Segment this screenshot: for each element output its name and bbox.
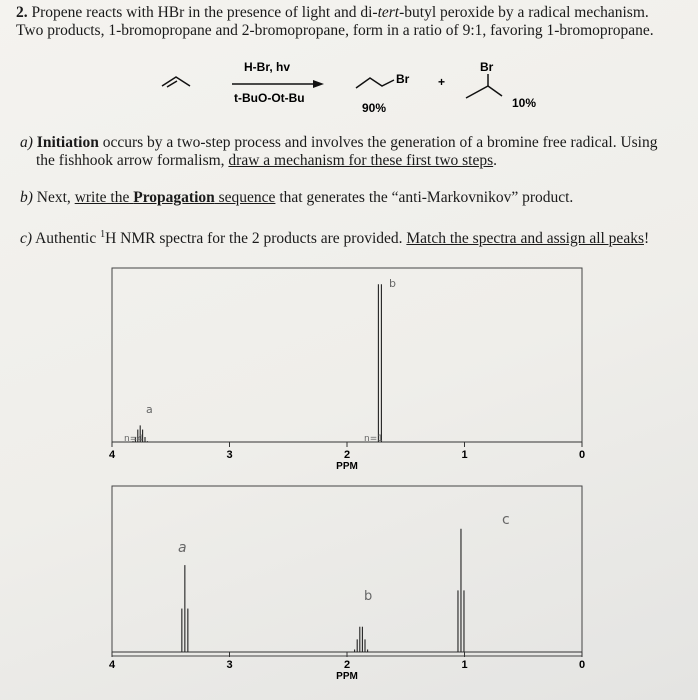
- spectrum-2-annotation-a: a: [178, 540, 187, 556]
- question-line1-a: Propene reacts with HBr in the presence of light and di-: [31, 4, 378, 21]
- part-c-text2: H NMR spectra for the 2 products are provided.: [105, 230, 407, 248]
- spectrum-2-annotation-c: c: [502, 512, 510, 528]
- spectrum-1-tick-label: 0: [578, 449, 586, 461]
- question-line1-italic: tert: [377, 4, 400, 21]
- spectrum-2-tick-label: 4: [108, 659, 116, 671]
- part-b-text2: that generates the “anti-Markovnikov” product.: [275, 189, 574, 206]
- part-a-underlined: draw a mechanism for these first two steps: [228, 152, 494, 169]
- yield-1: 90%: [362, 101, 387, 115]
- part-a: a) Initiation occurs by a two-step process and involves the generation of a bromine free radical. Using the fishhook arrow formalism, draw a mechanism for these first two steps.: [20, 134, 658, 169]
- part-b-text1: Next,: [36, 189, 75, 206]
- part-a-bold: Initiation: [36, 134, 99, 151]
- spectrum-1-annotation-n4: n=4: [124, 434, 143, 444]
- spectrum-2-tick-label: 1: [461, 659, 468, 671]
- question-number: 2.: [16, 4, 28, 21]
- spectrum-1-tick-label: 2: [343, 449, 351, 461]
- plus-sign: +: [438, 75, 446, 89]
- yield-2: 10%: [512, 96, 537, 110]
- part-c-underlined: Match the spectra and assign all peaks: [406, 230, 644, 248]
- reagent-bottom: t-BuO-Ot-Bu: [234, 91, 305, 105]
- spectrum-2-tick-label: 2: [343, 659, 351, 671]
- product2-br-label: Br: [480, 60, 494, 74]
- spectrum-2-axis-label: PPM: [336, 671, 358, 682]
- spectrum-1-axis-label: PPM: [336, 461, 358, 472]
- spectrum-1-frame: [112, 268, 582, 442]
- part-c-end: !: [643, 230, 650, 248]
- part-b-underlined-2: sequence: [214, 189, 276, 206]
- part-b-underlined-bold: Propagation: [133, 189, 215, 206]
- spectrum-2-tick-label: 3: [226, 659, 233, 671]
- part-a-label: a): [20, 134, 33, 151]
- spectrum-1-annotation-a: a: [146, 403, 153, 416]
- question-line2: Two products, 1-bromopropane and 2-bromopropane, form in a ratio of 9:1, favoring 1-bromopropane.: [16, 22, 654, 39]
- spectrum-1-tick-label: 1: [461, 449, 468, 461]
- part-b-underlined-1: write the: [74, 189, 134, 206]
- spectrum-1-annotation-n1: n=1: [364, 434, 383, 444]
- spectrum-2-frame: [112, 486, 582, 656]
- question-line1-b: -butyl peroxide by a radical mechanism.: [399, 4, 649, 21]
- spectrum-1: [109, 284, 585, 472]
- part-a-text1: occurs by a two-step process and involves the generation of a bromine free radical. Using: [98, 134, 658, 151]
- spectrum-2-tick-label: 0: [578, 659, 586, 671]
- spectrum-1-tick-label: 3: [226, 449, 233, 461]
- part-a-text2a: the fishhook arrow formalism,: [36, 152, 229, 169]
- part-c-text1: Authentic: [35, 230, 101, 248]
- spectrum-2-annotation-b: b: [364, 589, 373, 604]
- part-b-label: b): [20, 189, 33, 206]
- part-c-label: c): [20, 230, 33, 248]
- reagent-top: H-Br, hv: [244, 60, 291, 74]
- spectrum-1-annotation-b: b: [389, 277, 396, 290]
- part-c-superscript: 1: [100, 229, 106, 240]
- product1-br-label: Br: [396, 72, 410, 86]
- spectrum-1-tick-label: 4: [108, 449, 116, 461]
